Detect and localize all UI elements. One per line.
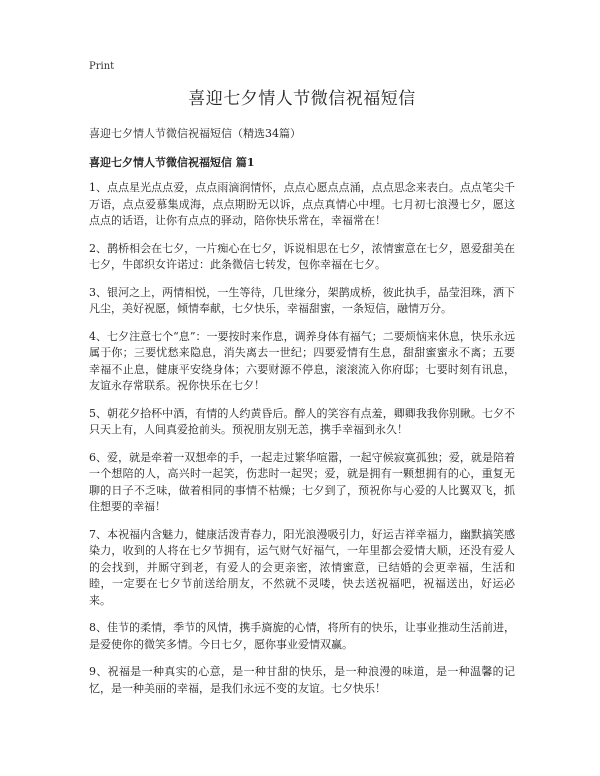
- greeting-item-4: 4、七夕注意七个“息”：一要按时来作息，调养身体有福气；二要烦恼来休息，快乐永远属于你；三要忧愁来隐息，消失离去一世纪；四要爱情有生息，甜甜蜜蜜永不离；五要幸福不止息，健康平安绕身体；六要财源不停息，滚滚流入你府邸；七要时刻有讯息，友谊永存常联系。祝你快乐在七夕！: [89, 329, 515, 392]
- print-label[interactable]: Print: [89, 61, 115, 72]
- greeting-item-6: 6、爱，就是牵着一双想牵的手，一起走过繁华喧嚣，一起守候寂寞孤独；爱，就是陪着一个想陪的人，高兴时一起笑，伤悲时一起哭；爱，就是拥有一颗想拥有的心，重复无聊的日子不乏味，做着相同的事情不枯燥；七夕到了，预祝你与心爱的人比翼双飞，抓住想要的幸福！: [89, 450, 515, 513]
- greeting-item-3: 3、银河之上，两情相悦，一生等待，几世缘分，架鹊成桥，彼此执手，晶莹泪珠，洒下凡尘，美好祝愿，倾情奉献，七夕快乐，幸福甜蜜，一条短信，融情万分。: [89, 285, 515, 315]
- page-title: 喜迎七夕情人节微信祝福短信: [188, 89, 416, 109]
- document-page: [89, 60, 515, 708]
- section-heading: 喜迎七夕情人节微信祝福短信 篇1: [89, 156, 255, 169]
- greeting-item-5: 5、朝花夕拾杯中酒，有情的人约黄昏后。醉人的笑容有点羞，卿卿我我你别瞅。七夕不只天上有，人间真爱抢前头。预祝朋友别无恙，携手幸福到永久！: [89, 406, 515, 436]
- greeting-item-1: 1、点点星光点点爱，点点雨滴润情怀，点点心愿点点涌，点点思念来表白。点点笔尖千万语，点点爱慕集成海，点点期盼无以诉，点点真情心中埋。七月初七浪漫七夕，愿这点点的话语，让你有点点的驿动，陪你快乐常在，幸福常在！: [89, 181, 515, 227]
- greeting-item-9: 9、祝福是一种真实的心意，是一种甘甜的快乐，是一种浪漫的味道，是一种温馨的记忆，是一种美丽的幸福，是我们永远不变的友谊。七夕快乐！: [89, 665, 515, 695]
- greeting-item-8: 8、佳节的柔情，季节的风情，携手旖旎的心情，将所有的快乐，让事业推动生活前进，是爱使你的微笑多情。今日七夕，愿你事业爱情双赢。: [89, 621, 515, 651]
- document-subtitle: 喜迎七夕情人节微信祝福短信（精选34篇）: [89, 127, 301, 140]
- greeting-item-2: 2、鹊桥相会在七夕，一片痴心在七夕，诉说相思在七夕，浓情蜜意在七夕，恩爱甜美在七夕，牛郎织女许诺过：此条微信七转发，包你幸福在七夕。: [89, 241, 515, 271]
- greeting-item-7: 7、本祝福内含魅力，健康活泼青春力，阳光浪漫吸引力，好运吉祥幸福力，幽默搞笑感染力，收到的人将在七夕节拥有，运气财气好福气，一年里都会爱情大顺，还没有爱人的会找到，并厮守到老，有爱人的会更亲密，浓情蜜意，已结婚的会更幸福，生活和睦，一定要在七夕节前送给朋友，不然就不灵喽，快去送祝福吧，祝福送出，好运必来。: [89, 527, 515, 607]
